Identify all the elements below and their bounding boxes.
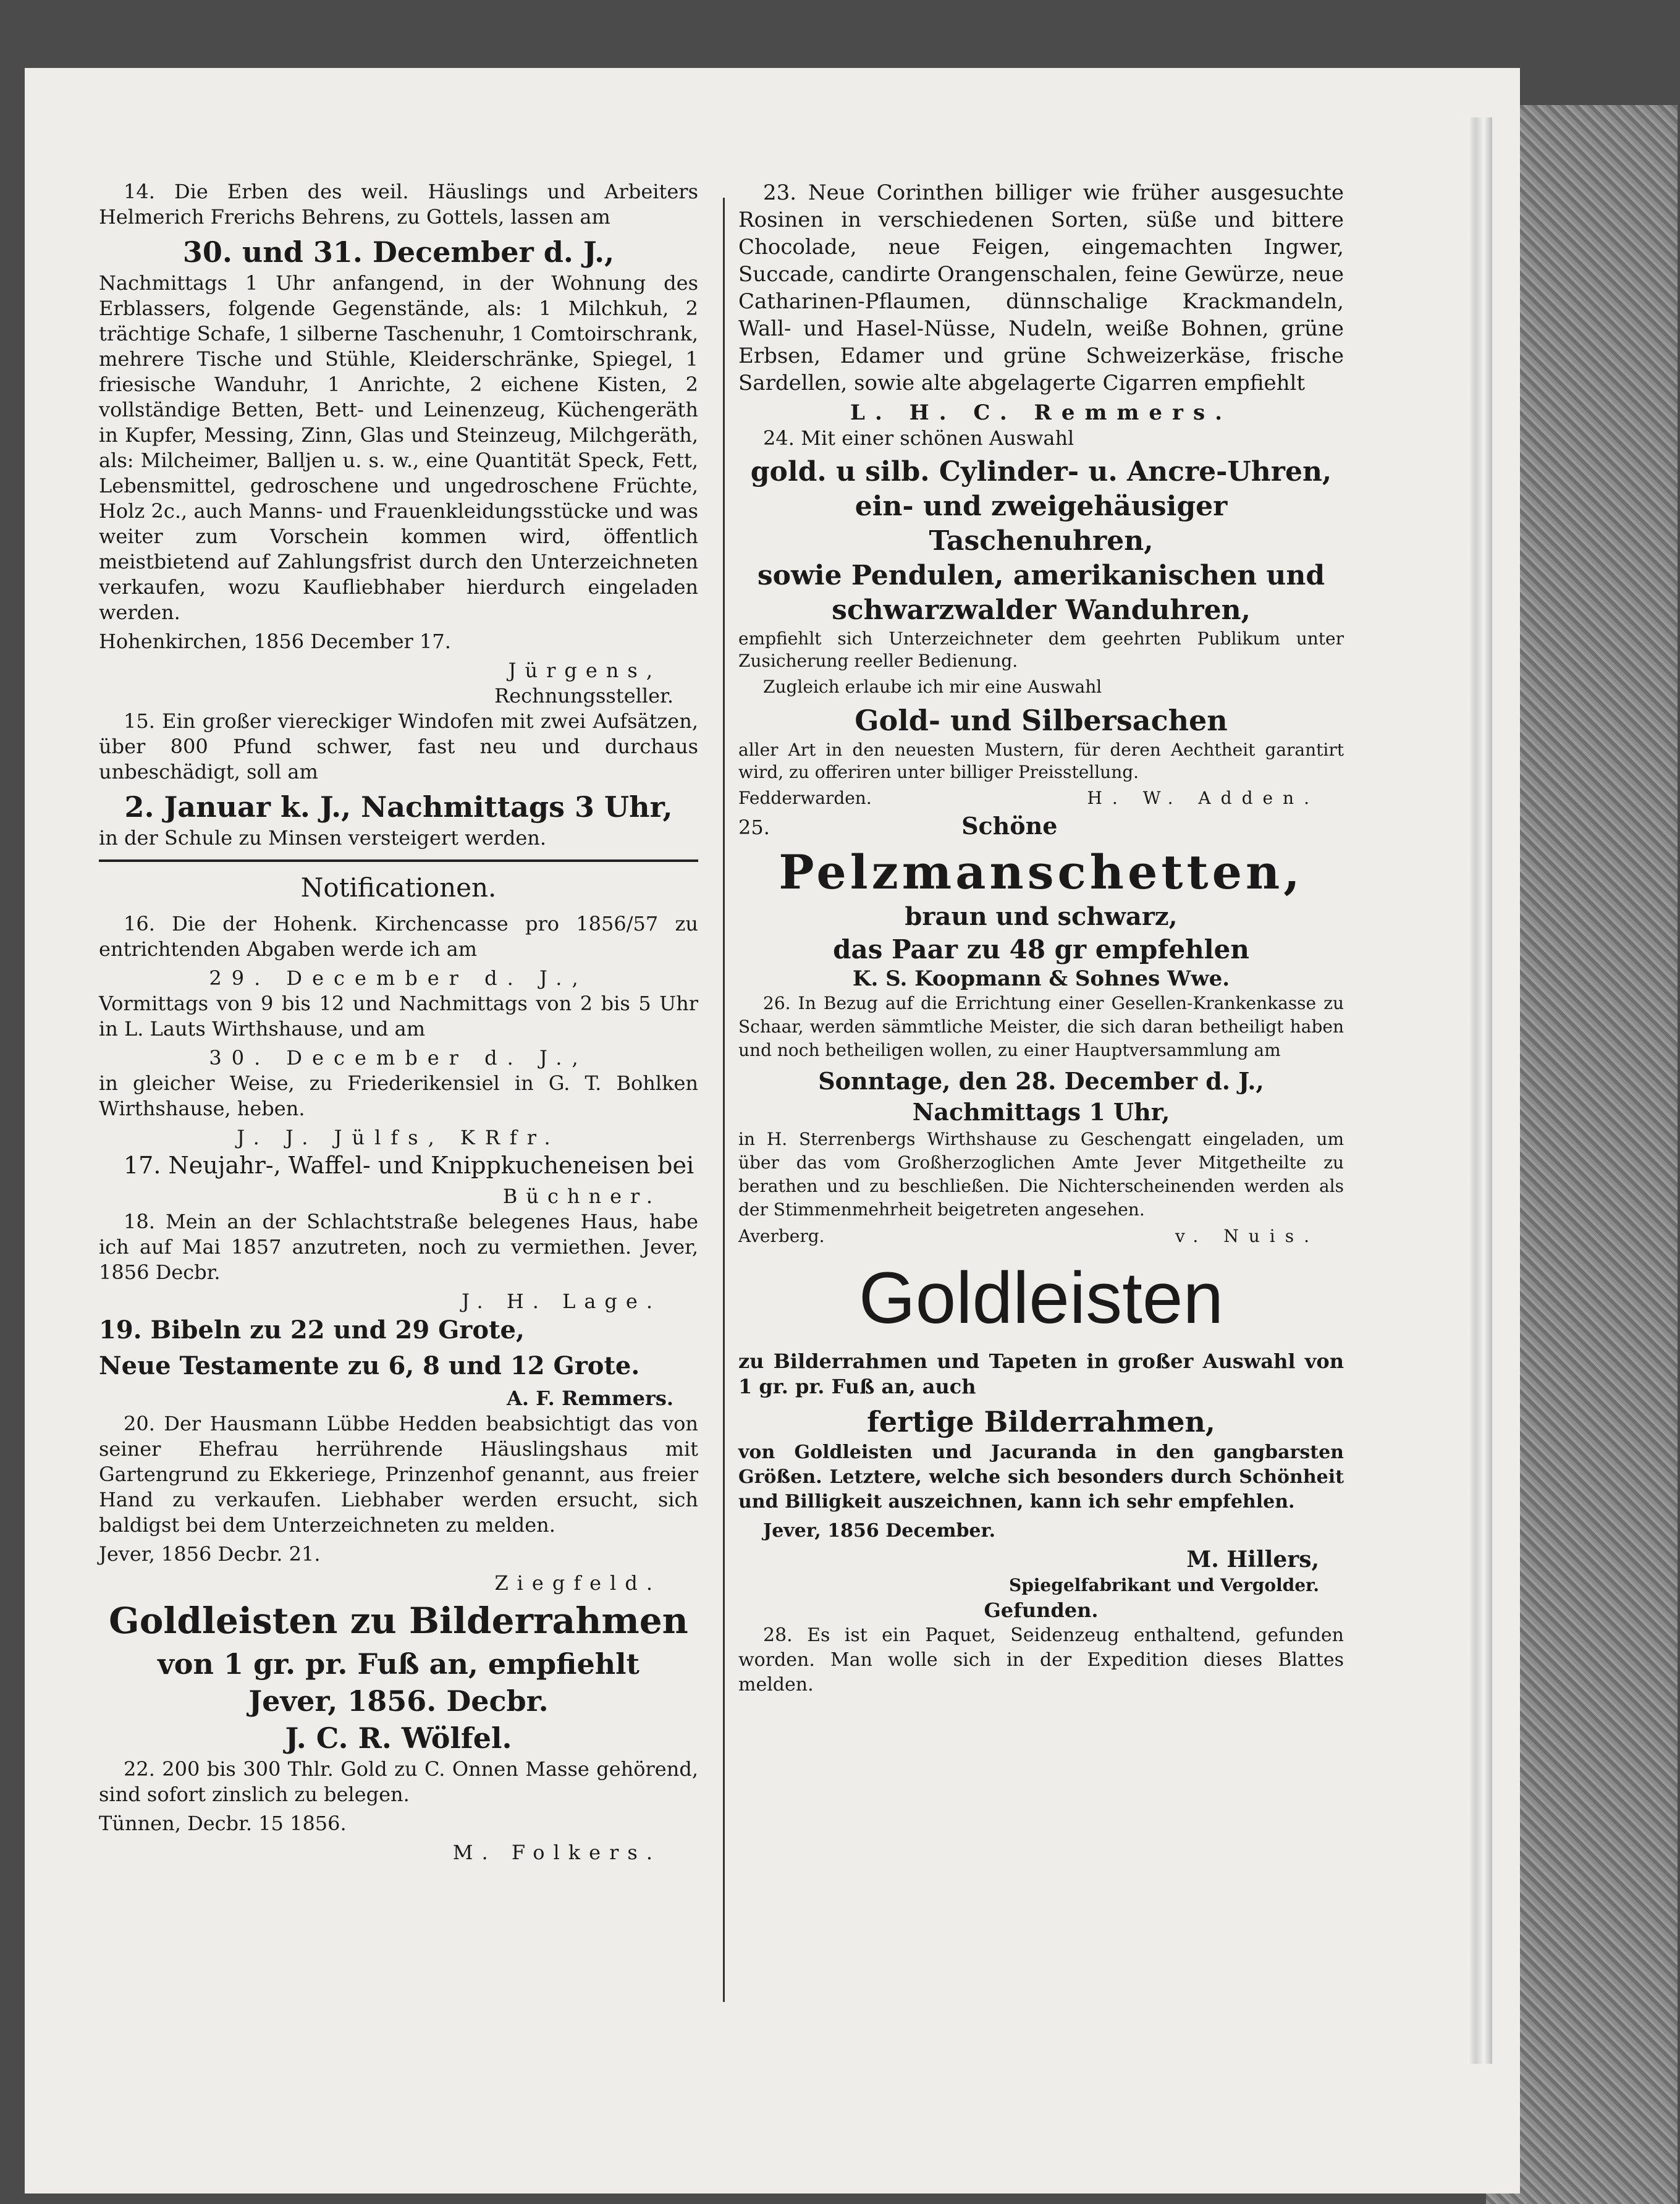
notice-21-headline: Goldleisten zu Bilderrahmen xyxy=(109,1600,688,1642)
notice-20-place: Jever, 1856 Decbr. 21. xyxy=(99,1542,321,1566)
notice-24-line-1: gold. u silb. Cylinder- u. Ancre-Uhren, xyxy=(750,456,1332,488)
notice-25-pretitle: Schöne xyxy=(961,812,1058,840)
notice-25-header xyxy=(738,813,1344,840)
notice-14-role: Rechnungssteller. xyxy=(494,684,673,707)
notice-21-line-2: von 1 gr. pr. Fuß an, empfiehlt xyxy=(158,1647,639,1681)
notice-14-signature: Jürgens, xyxy=(508,659,661,682)
left-column xyxy=(99,179,698,1865)
notice-24-also: Zugleich erlaube ich mir eine Auswahl xyxy=(763,677,1102,697)
notice-24-line-3: sowie Pendulen, amerikanischen und xyxy=(757,560,1325,591)
notice-16-mid: Vormittags von 9 bis 12 und Nachmittags von 2 bis 5 Uhr in L. Lauts Wirthshause, und am xyxy=(99,992,698,1041)
notice-27-place: Jever, 1856 December. xyxy=(763,1520,996,1542)
notice-24-tail: aller Art in den neuesten Mustern, für deren Aechtheit garantirt wird, zu offeriren unter billiger Preisstellung. xyxy=(738,740,1344,782)
notice-18-text: 18. Mein an der Schlachtstraße belegenes Haus, habe ich auf Mai 1857 anzutreten, noch zu vermiethen. Jever, 1856 Decbr. xyxy=(99,1210,698,1284)
notice-22-text: 22. 200 bis 300 Thlr. Gold zu C. Onnen Masse gehörend, sind sofort zinslich zu belegen. xyxy=(99,1757,698,1806)
notice-27-body: von Goldleisten und Jacuranda in den gangbarsten Größen. Letztere, welche sich besonders durch Schönheit und Billigkeit auszeichnen, kann ich sehr empfehlen. xyxy=(738,1442,1344,1513)
notice-24-line-4: schwarzwalder Wanduhren, xyxy=(832,594,1251,626)
notice-26-date-1: Sonntage, den 28. December d. J., xyxy=(818,1067,1264,1095)
notice-16-date-2: 30. December d. J., xyxy=(209,1046,588,1070)
section-rule xyxy=(99,859,698,862)
notice-27-headline: fertige Bilderrahmen, xyxy=(867,1405,1215,1438)
notice-15-date: 2. Januar k. J., Nachmittags 3 Uhr, xyxy=(124,790,673,824)
notice-14-place: Hohenkirchen, 1856 December 17. xyxy=(99,630,451,653)
notice-16-tail: in gleicher Weise, zu Friederikensiel in G. T. Bohlken Wirthshause, heben. xyxy=(99,1071,698,1120)
notice-26-text: 26. In Bezug auf die Errichtung einer Gesellen-Krankenkasse zu Schaar, werden sämmtliche Meister, die sich daran betheiligt haben und noch betheiligen wollen, zu einer Hauptversammlung am xyxy=(738,993,1344,1060)
right-column xyxy=(738,179,1344,1701)
notice-26-date-2: Nachmittags 1 Uhr, xyxy=(912,1098,1170,1126)
column-divider xyxy=(723,198,725,2002)
notice-17-signature: Büchner. xyxy=(502,1184,661,1208)
notice-20-text: 20. Der Hausmann Lübbe Hedden beabsichtigt das von seiner Ehefrau herrührende Häuslingshaus mit Gartengrund zu Ekkeriege, Prinzenhof genannt, aus freier Hand zu verkaufen. Liebhaber werden ersucht, sich baldigst bei dem Unterzeichneten zu melden. xyxy=(99,1412,698,1537)
notice-27-display-title: Goldleisten xyxy=(858,1257,1224,1339)
notice-16-signature: J. J. Jülfs, KRfr. xyxy=(237,1126,560,1149)
notice-27-line-1: zu Bilderrahmen und Tapeten in großer Auswahl von 1 gr. pr. Fuß an, auch xyxy=(738,1349,1344,1398)
notice-18-signature: J. H. Lage. xyxy=(462,1290,661,1313)
notice-17-text: 17. Neujahr-, Waffel- und Knippkucheneisen bei xyxy=(124,1152,694,1179)
notice-25-line-2: braun und schwarz, xyxy=(905,902,1178,931)
notice-22-place: Tünnen, Decbr. 15 1856. xyxy=(99,1812,347,1835)
notice-24-body: empfiehlt sich Unterzeichneter dem geehrten Publikum unter Zusicherung reeller Bedienung. xyxy=(738,628,1344,671)
notice-14-date: 30. und 31. December d. J., xyxy=(182,235,615,269)
found-heading: Gefunden. xyxy=(984,1598,1099,1622)
notice-26-signature: v. Nuis. xyxy=(1175,1226,1319,1246)
notice-25-number: 25. xyxy=(738,816,770,839)
notice-15-text: 15. Ein großer viereckiger Windofen mit zwei Aufsätzen, über 800 Pfund schwer, fast neu und durchaus unbeschädigt, soll am xyxy=(99,709,698,783)
notice-24-headline: Gold- und Silbersachen xyxy=(855,704,1228,737)
notice-22-signature: M. Folkers. xyxy=(452,1841,661,1864)
notice-21-signature: J. C. R. Wölfel. xyxy=(285,1721,512,1755)
notice-24-place: Fedderwarden. xyxy=(738,788,872,808)
notice-26-footer xyxy=(738,1225,1344,1248)
notice-25-line-3: das Paar zu 48 gr empfehlen xyxy=(833,934,1249,965)
notice-24-intro: 24. Mit einer schönen Auswahl xyxy=(763,426,1074,450)
notice-26-place: Averberg. xyxy=(738,1226,825,1246)
notice-19-signature: A. F. Remmers. xyxy=(507,1387,673,1410)
notice-23-signature: L. H. C. Remmers. xyxy=(850,400,1232,425)
notice-21-line-3: Jever, 1856. Decbr. xyxy=(248,1684,549,1718)
notice-19-line-2: Neue Testamente zu 6, 8 und 12 Grote. xyxy=(99,1351,640,1380)
notice-27-role: Spiegelfabrikant und Vergolder. xyxy=(1009,1575,1319,1595)
notice-14-body: Nachmittags 1 Uhr anfangend, in der Wohnung des Erblassers, folgende Gegenstände, als: 1 Milchkuh, 2 trächtige Schafe, 1 silberne Taschenuhr, 1 Comtoirschrank, mehrere Tische und Stühle, Kleiderschränke, Spiegel, 1 friesische Wanduhr, 1 Anrichte, 2 eichene Kisten, 2 vollständige Betten, Bett- und Leinenzeug, Küchengeräth in Kupfer, Messing, Zinn, Glas und Steinzeug, Milchgeräth, als: Milcheimer, Balljen u. s. w., eine Quantität Speck, Fett, Lebensmittel, gedroschene und ungedroschene Früchte, Holz 2c., auch Manns- und Frauenkleidungsstücke und was weiter zum Vorschein kommen wird, öffentlich meistbietend auf Zahlungsfrist durch den Unterzeichneten verkaufen, wozu Kaufliebhaber hierdurch eingeladen werden. xyxy=(99,271,698,624)
notice-27-signature: M. Hillers, xyxy=(1186,1547,1319,1573)
notice-16-text: 16. Die der Hohenk. Kirchencasse pro 1856/57 zu entrichtenden Abgaben werde ich am xyxy=(99,912,698,961)
page-edge xyxy=(1467,117,1492,2064)
notice-24-footer xyxy=(738,787,1344,809)
notice-24-signature: H. W. Adden. xyxy=(1087,788,1319,808)
notice-16-date-1: 29. December d. J., xyxy=(209,966,588,990)
notifications-heading: Notificationen. xyxy=(300,872,497,903)
notice-23-text: 23. Neue Corinthen billiger wie früher ausgesuchte Rosinen in verschiedenen Sorten, süße und bittere Chocolade, neue Feigen, eingemachten Ingwer, Succade, candirte Orangenschalen, feine Gewürze, neue Catharinen-Pflaumen, dünnschalige Krackmandeln, Wall- und Hasel-Nüsse, Nudeln, weiße Bohnen, grüne Erbsen, Edamer und grüne Schweizerkäse, frische Sardellen, sowie alte abgelagerte Cigarren empfiehlt xyxy=(738,180,1344,395)
notice-14-text: 14. Die Erben des weil. Häuslings und Arbeiters Helmerich Frerichs Behrens, zu Gottels, lassen am xyxy=(99,180,698,229)
notice-28-text: 28. Es ist ein Paquet, Seidenzeug enthaltend, gefunden worden. Man wolle sich in der Expedition dieses Blattes melden. xyxy=(738,1624,1344,1695)
notice-19-line-1: 19. Bibeln zu 22 und 29 Grote, xyxy=(99,1315,525,1345)
notice-15-tail: in der Schule zu Minsen versteigert werden. xyxy=(99,826,547,850)
notice-24-line-2: ein- und zweigehäusiger Taschenuhren, xyxy=(855,491,1228,557)
notice-20-signature: Ziegfeld. xyxy=(494,1571,661,1595)
notice-26-body: in H. Sterrenbergs Wirthshause zu Geschengatt eingeladen, um über das vom Großherzoglichen Amte Jever Mitgetheilte zu berathen und zu beschließen. Die Nichterscheinenden werden als der Stimmenmehrheit beigetreten angesehen. xyxy=(738,1129,1344,1220)
notice-25-signature: K. S. Koopmann & Sohnes Wwe. xyxy=(852,966,1230,991)
notice-25-headline: Pelzmanschetten, xyxy=(779,845,1304,900)
